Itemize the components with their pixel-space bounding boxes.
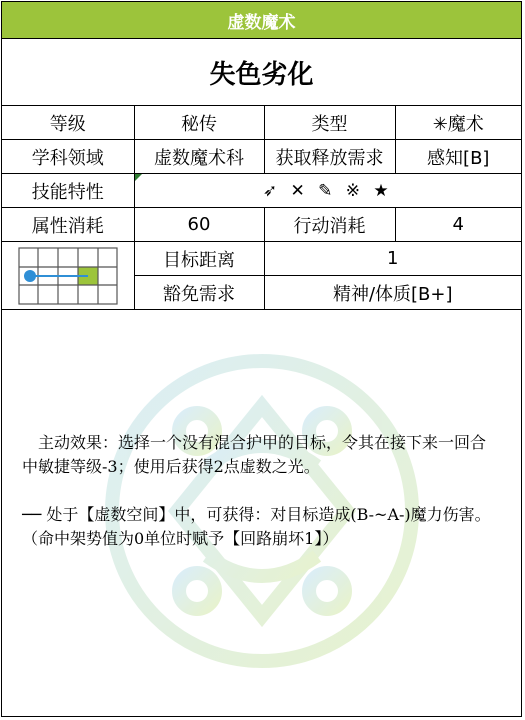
- type-label: 类型: [264, 106, 395, 140]
- skill-info-table: [2, 105, 521, 310]
- release-value: 感知[B]: [395, 140, 521, 174]
- level-label: 等级: [2, 106, 134, 140]
- skill-title: 失色劣化: [2, 39, 521, 106]
- effect-main: 主动效果：选择一个没有混合护甲的目标，令其在接下来一回合中敏捷等级-3；使用后获得2点虚数之光。: [22, 433, 487, 476]
- release-label: 获取释放需求: [264, 140, 395, 174]
- range-grid-icon: [18, 247, 118, 305]
- field-value: 虚数魔术科: [134, 140, 264, 174]
- save-label: 豁免需求: [134, 276, 264, 310]
- action-cost-label: 行动消耗: [264, 208, 395, 242]
- type-value: ✳魔术: [395, 106, 521, 140]
- effect-note: （命中架势值为0单位时赋予【回路崩坏1】）: [22, 529, 339, 548]
- level-value: 秘传: [134, 106, 264, 140]
- effect-void-space: ── 处于【虚数空间】中，可获得：对目标造成(B-~A-)魔力伤害。: [22, 505, 491, 524]
- save-value: 精神/体质[B+]: [264, 276, 521, 310]
- category-label: 虚数魔术: [227, 12, 296, 33]
- skill-card: [1, 1, 522, 717]
- description-text: [22, 431, 500, 551]
- traits-value: [134, 174, 521, 208]
- card-header: [2, 2, 521, 39]
- area-diagram: [2, 242, 134, 310]
- field-label: 学科领域: [2, 140, 134, 174]
- range-value: 1: [264, 242, 521, 276]
- traits-label: 技能特性: [2, 174, 134, 208]
- range-label: 目标距离: [134, 242, 264, 276]
- attr-cost-value: 60: [134, 208, 264, 242]
- description-area: [2, 311, 521, 716]
- trait-icons: ➶ ✕ ✎ ※ ★: [262, 181, 393, 201]
- action-cost-value: 4: [395, 208, 521, 242]
- attr-cost-label: 属性消耗: [2, 208, 134, 242]
